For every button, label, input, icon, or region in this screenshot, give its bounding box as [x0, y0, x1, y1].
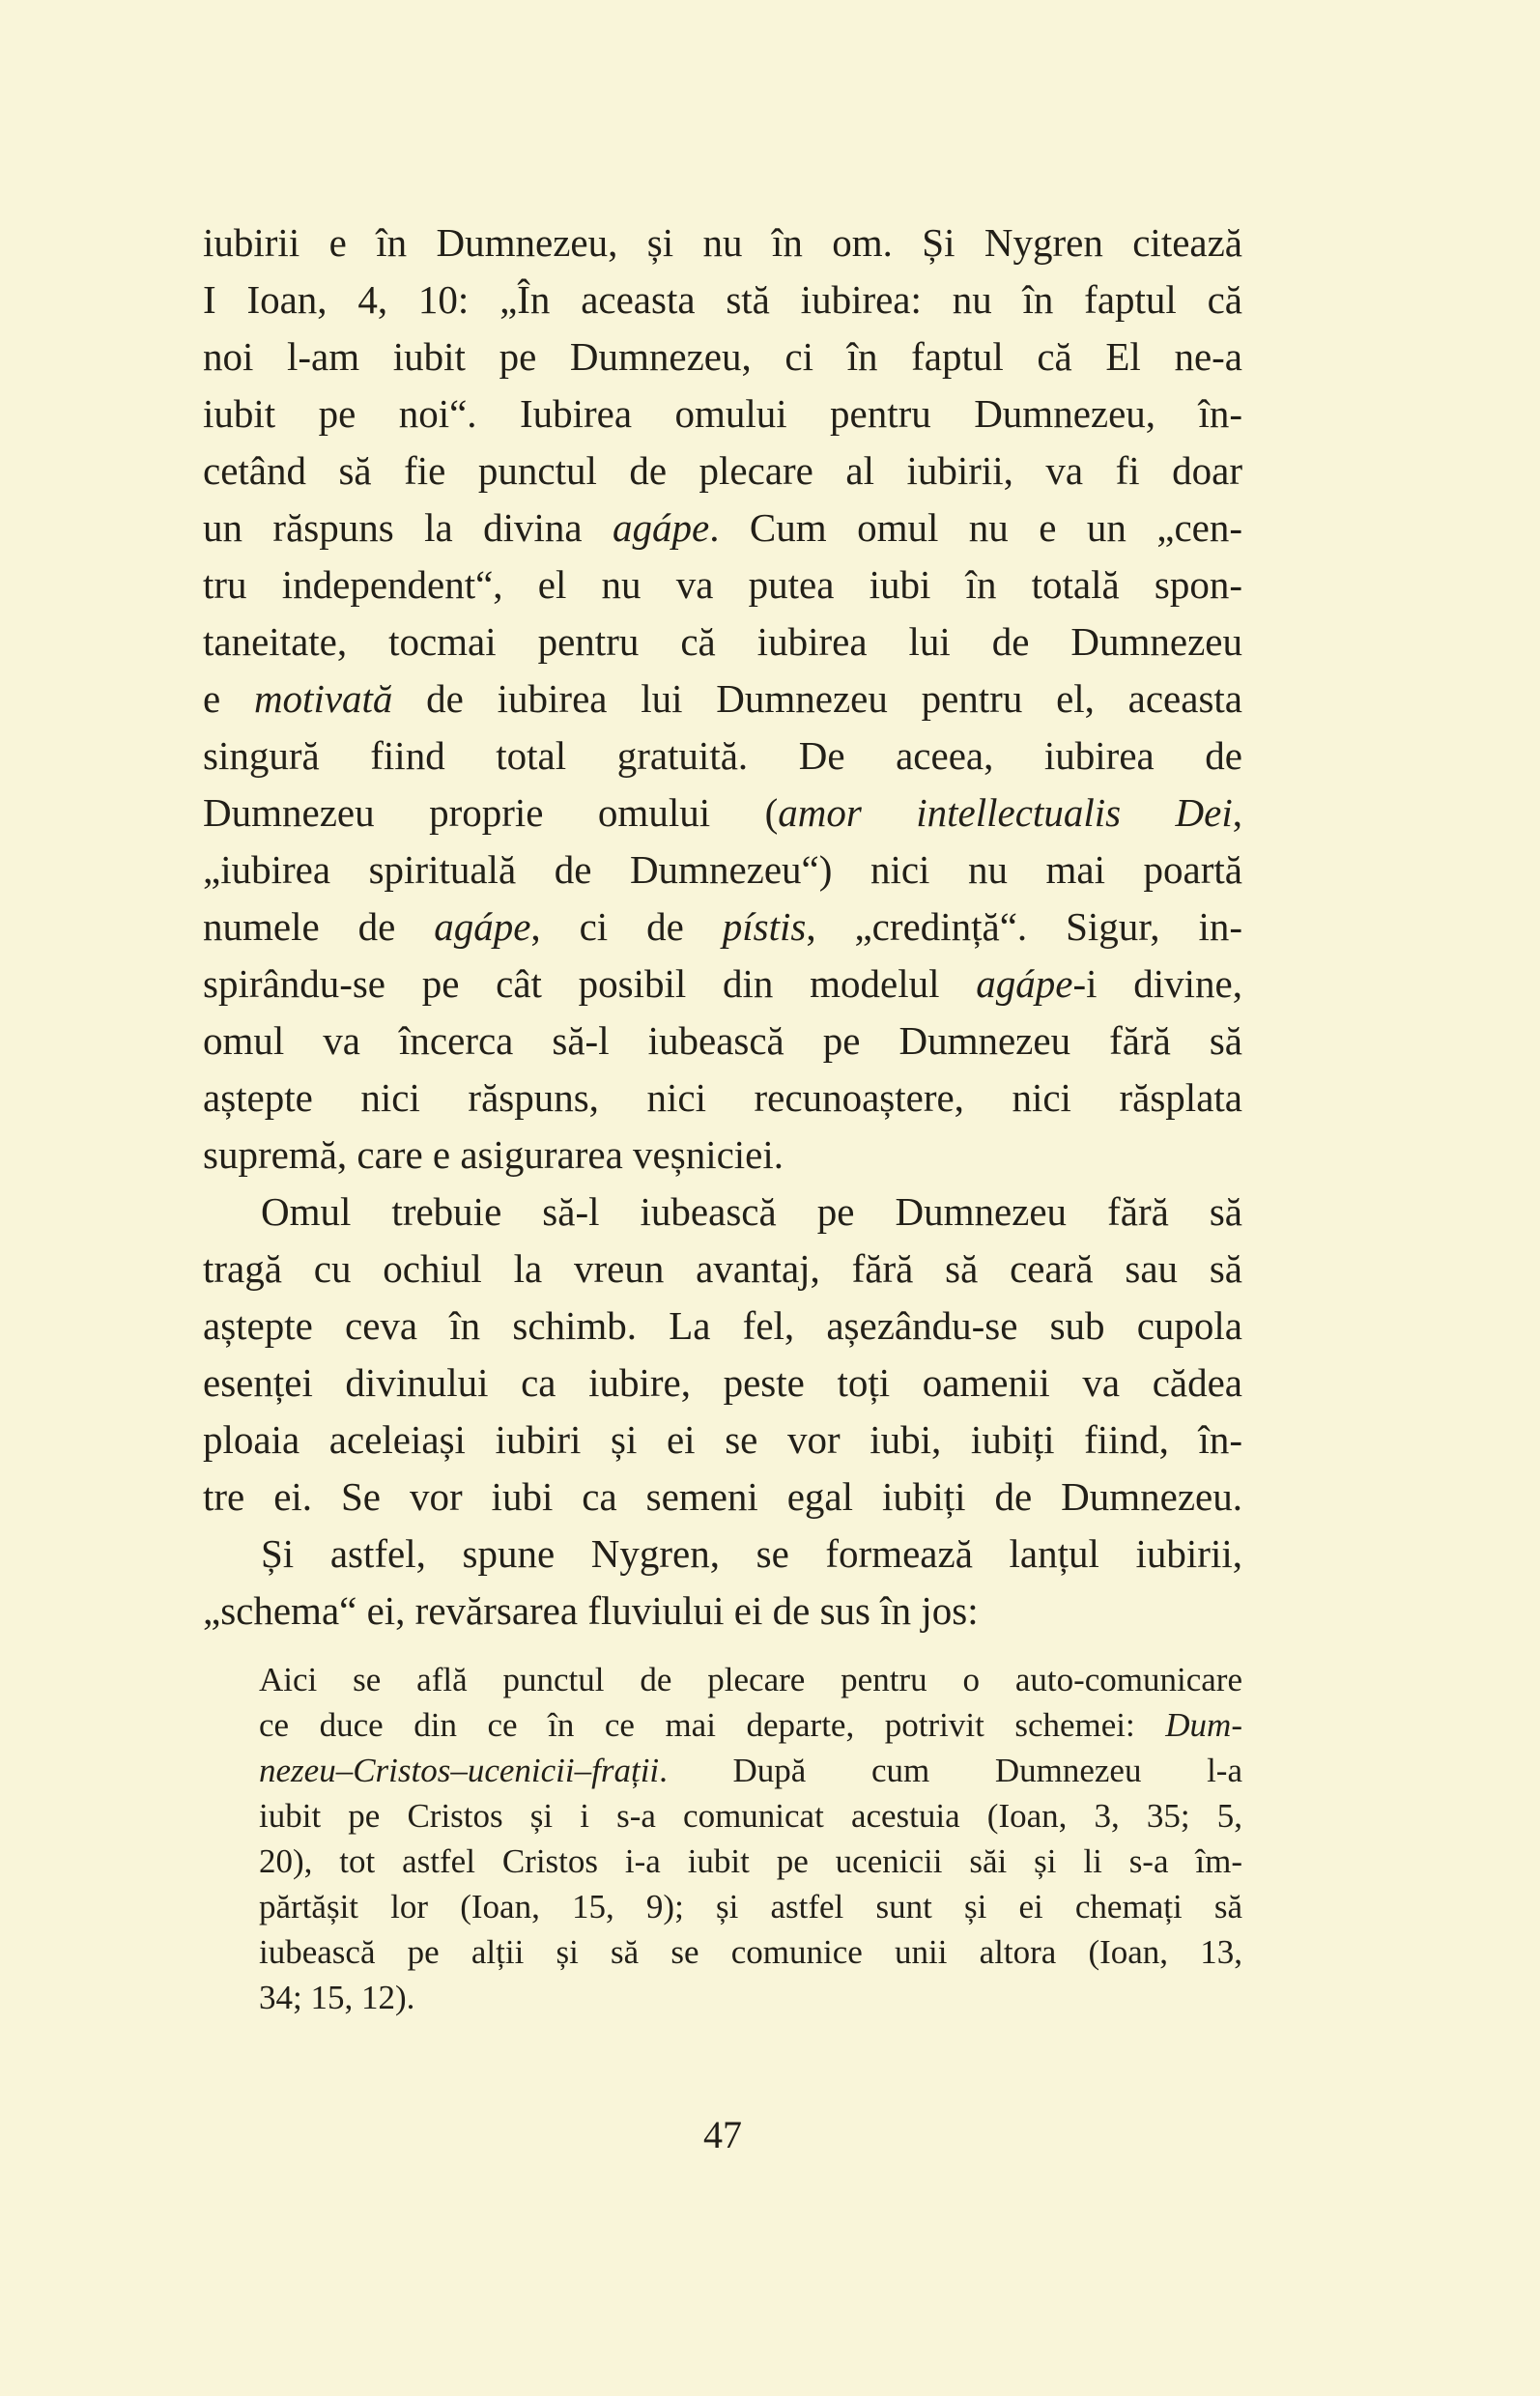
text-line: Aici se află punctul de plecare pentru o auto-comunicare — [259, 1661, 1242, 1698]
text-line: părtășit lor (Ioan, 15, 9); și astfel sunt și ei chemați să — [259, 1888, 1242, 1925]
blockquote — [259, 1657, 1242, 2020]
text-line: Dumnezeu proprie omului (amor intellectualis Dei, — [203, 790, 1242, 835]
paragraph — [203, 1184, 1242, 1526]
text-line: I Ioan, 4, 10: „În aceasta stă iubirea: nu în faptul că — [203, 277, 1242, 322]
text-line: numele de agápe, ci de pístis, „credință“. Sigur, in- — [203, 904, 1242, 949]
text-line: 20), tot astfel Cristos i-a iubit pe ucenicii săi și li s-a îm- — [259, 1842, 1242, 1880]
italic-text: pístis — [722, 904, 807, 949]
italic-text: agápe — [613, 505, 710, 550]
text-line: esenței divinului ca iubire, peste toți oamenii va cădea — [203, 1360, 1242, 1405]
text-line: ce duce din ce în ce mai departe, potrivit schemei: Dum- — [259, 1706, 1242, 1744]
text-line: taneitate, tocmai pentru că iubirea lui de Dumnezeu — [203, 619, 1242, 664]
text-line: singură fiind total gratuită. De aceea, iubirea de — [203, 733, 1242, 778]
paragraph — [203, 214, 1242, 1184]
page-number: 47 — [703, 2113, 742, 2156]
text-line: tragă cu ochiul la vreun avantaj, fără să ceară sau să — [203, 1246, 1242, 1291]
text-line: iubit pe noi“. Iubirea omului pentru Dumnezeu, în- — [203, 391, 1242, 436]
text-line: omul va încerca să-l iubească pe Dumnezeu fără să — [203, 1018, 1242, 1063]
text-line: ploaia aceleiași iubiri și ei se vor iubi, iubiți fiind, în- — [203, 1417, 1242, 1462]
italic-text: motivată — [253, 676, 393, 721]
italic-text: nezeu–Cristos–ucenicii–frații — [259, 1752, 660, 1789]
italic-text: amor intellectualis Dei — [778, 790, 1233, 835]
text-line: Și astfel, spune Nygren, se formează lanțul iubirii, — [261, 1531, 1242, 1576]
paragraph — [203, 1526, 1242, 1640]
italic-text: Dum- — [1165, 1706, 1242, 1744]
text-line: iubit pe Cristos și i s-a comunicat acestuia (Ioan, 3, 35; 5, — [259, 1797, 1242, 1835]
text-line: aștepte nici răspuns, nici recunoaștere, nici răsplata — [203, 1075, 1242, 1120]
text-line: un răspuns la divina agápe. Cum omul nu e un „cen- — [203, 505, 1242, 550]
text-line: „iubirea spirituală de Dumnezeu“) nici nu mai poartă — [203, 847, 1242, 892]
italic-text: agápe — [434, 904, 531, 949]
text-line: iubească pe alții și să se comunice unii altora (Ioan, 13, — [259, 1933, 1242, 1971]
text-line: tre ei. Se vor iubi ca semeni egal iubiți de Dumnezeu. — [203, 1474, 1242, 1519]
text-line: aștepte ceva în schimb. La fel, așezându-se sub cupola — [203, 1303, 1242, 1348]
text-line: 34; 15, 12). — [259, 1979, 415, 2016]
text-line: supremă, care e asigurarea veșniciei. — [203, 1132, 784, 1177]
text-line: tru independent“, el nu va putea iubi în totală spon- — [203, 562, 1242, 607]
italic-text: agápe — [976, 961, 1073, 1006]
text-line: „schema“ ei, revărsarea fluviului ei de sus în jos: — [203, 1588, 979, 1633]
text-line: Omul trebuie să-l iubească pe Dumnezeu fără să — [261, 1189, 1242, 1234]
text-line: e motivată de iubirea lui Dumnezeu pentru el, aceasta — [203, 676, 1242, 721]
text-line: cetând să fie punctul de plecare al iubirii, va fi doar — [203, 448, 1242, 493]
text-block — [203, 214, 1242, 2020]
text-line: nezeu–Cristos–ucenicii–frații. După cum Dumnezeu l-a — [259, 1752, 1242, 1789]
text-line: iubirii e în Dumnezeu, și nu în om. Și Nygren citează — [203, 220, 1242, 265]
text-line: noi l-am iubit pe Dumnezeu, ci în faptul că El ne-a — [203, 334, 1242, 379]
text-line: spirându-se pe cât posibil din modelul agápe-i divine, — [203, 961, 1242, 1006]
